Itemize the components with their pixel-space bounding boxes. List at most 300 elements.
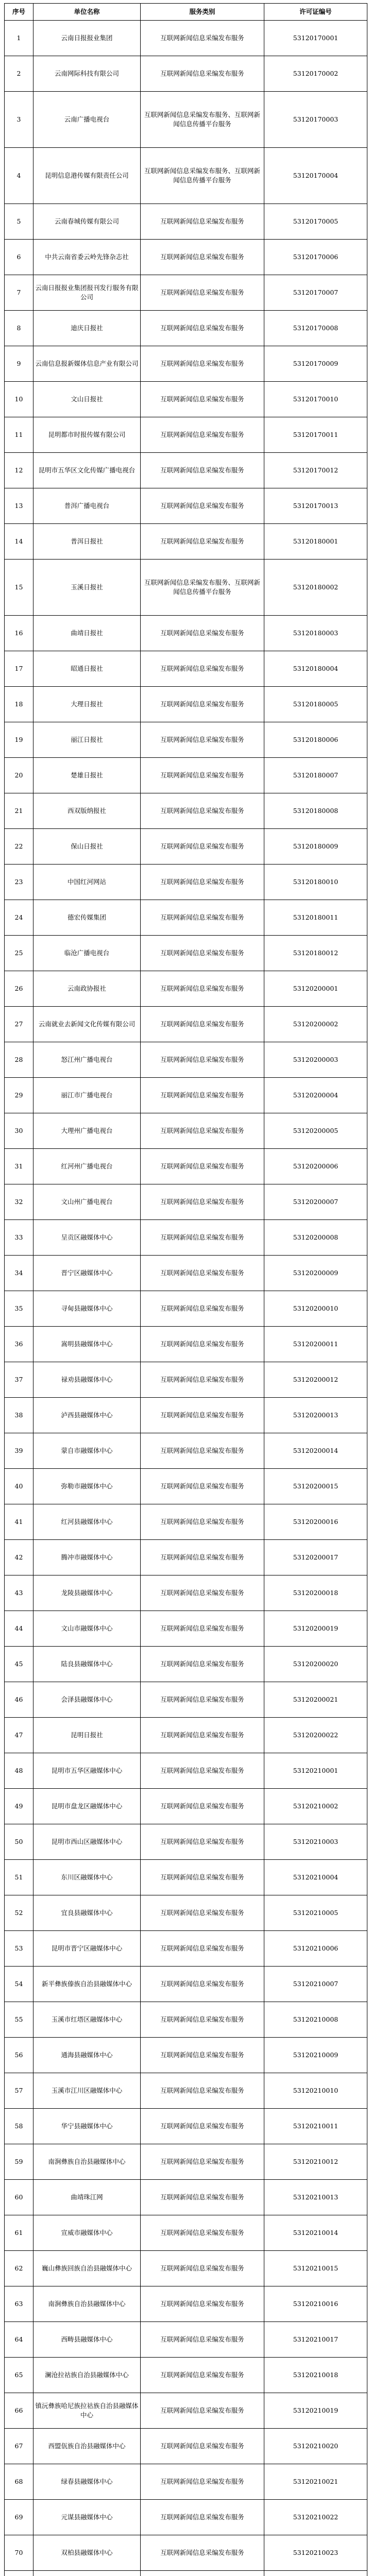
license-number: 53120210004 [264, 1860, 367, 1895]
unit-name: 文山州广播电视台 [33, 1184, 141, 1220]
row-number: 66 [5, 2393, 33, 2429]
unit-name: 弥勒市融媒体中心 [33, 1469, 141, 1504]
row-number: 68 [5, 2464, 33, 2500]
license-number: 53120200018 [264, 1575, 367, 1611]
table-row [5, 453, 367, 488]
license-number: 53120210018 [264, 2358, 367, 2393]
service-type: 互联网新闻信息采编发布服务 [141, 1682, 264, 1718]
row-number: 56 [5, 2038, 33, 2073]
row-number: 53 [5, 1931, 33, 1967]
table-row [5, 1291, 367, 1327]
table-row [5, 1149, 367, 1184]
license-number: 53120180009 [264, 829, 367, 865]
license-number: 53120210021 [264, 2464, 367, 2500]
row-number: 9 [5, 346, 33, 382]
license-number: 53120180010 [264, 865, 367, 900]
table-row [5, 865, 367, 900]
table-row [5, 2500, 367, 2535]
service-type: 互联网新闻信息采编发布服务 [141, 687, 264, 722]
row-number: 69 [5, 2500, 33, 2535]
unit-name: 丽江市广播电视台 [33, 1078, 141, 1113]
unit-name: 云南日报报业集团报刊发行服务有限公司 [33, 275, 141, 311]
table-row [5, 1398, 367, 1433]
unit-name: 文山日报社 [33, 382, 141, 417]
table-row [5, 382, 367, 417]
table-row [5, 616, 367, 651]
unit-name: 昆明市五华区融媒体中心 [33, 1753, 141, 1789]
service-type: 互联网新闻信息采编发布服务 [141, 1007, 264, 1042]
row-number: 57 [5, 2073, 33, 2109]
table-row [5, 2535, 367, 2571]
row-number: 26 [5, 971, 33, 1007]
row-number: 65 [5, 2358, 33, 2393]
service-type: 互联网新闻信息采编发布服务 [141, 417, 264, 453]
unit-name: 双柏县融媒体中心 [33, 2535, 141, 2571]
license-number: 53120200008 [264, 1220, 367, 1256]
license-number: 53120180006 [264, 722, 367, 758]
unit-name: 昆明都市时报传媒有限公司 [33, 417, 141, 453]
license-table [4, 3, 367, 2576]
license-number: 53120180012 [264, 936, 367, 971]
service-type: 互联网新闻信息采编发布服务 [141, 1042, 264, 1078]
table-row [5, 56, 367, 92]
service-type: 互联网新闻信息采编发布服务 [141, 1611, 264, 1647]
row-number: 63 [5, 2286, 33, 2322]
table-row [5, 2109, 367, 2144]
row-number: 27 [5, 1007, 33, 1042]
row-number: 60 [5, 2180, 33, 2215]
unit-name: 东川区融媒体中心 [33, 1860, 141, 1895]
unit-name: 腾冲市融媒体中心 [33, 1540, 141, 1575]
service-type: 互联网新闻信息采编发布服务 [141, 1113, 264, 1149]
unit-name: 昆明日报社 [33, 1718, 141, 1753]
table-row [5, 971, 367, 1007]
service-type: 互联网新闻信息采编发布服务 [141, 2429, 264, 2464]
unit-name: 中国红河网站 [33, 865, 141, 900]
unit-name: 晋宁区融媒体中心 [33, 1256, 141, 1291]
table-row [5, 2215, 367, 2251]
unit-name: 昆明信息港传媒有限责任公司 [33, 148, 141, 204]
service-type: 互联网新闻信息采编发布服务 [141, 2002, 264, 2038]
service-type: 互联网新闻信息采编发布服务 [141, 2073, 264, 2109]
service-type: 互联网新闻信息采编发布服务 [141, 1504, 264, 1540]
unit-name: 宜良县融媒体中心 [33, 1895, 141, 1931]
service-type: 互联网新闻信息采编发布服务 [141, 2322, 264, 2358]
unit-name: 华宁县融媒体中心 [33, 2109, 141, 2144]
unit-name: 昆明市晋宁区融媒体中心 [33, 1931, 141, 1967]
table-row [5, 1220, 367, 1256]
table-row [5, 1113, 367, 1149]
row-number: 4 [5, 148, 33, 204]
unit-name: 巍山彝族回族自治县融媒体中心 [33, 2251, 141, 2286]
table-row [5, 346, 367, 382]
table-row [5, 2251, 367, 2286]
license-number: 53120210007 [264, 1967, 367, 2002]
unit-name: 陆良县融媒体中心 [33, 1647, 141, 1682]
table-row [5, 1860, 367, 1895]
table-row [5, 936, 367, 971]
service-type: 互联网新闻信息采编发布服务 [141, 1647, 264, 1682]
table-row [5, 1469, 367, 1504]
row-number: 55 [5, 2002, 33, 2038]
service-type: 互联网新闻信息采编发布服务 [141, 2464, 264, 2500]
row-number: 62 [5, 2251, 33, 2286]
row-number: 31 [5, 1149, 33, 1184]
table-row [5, 1042, 367, 1078]
service-type: 互联网新闻信息采编发布服务 [141, 793, 264, 829]
license-number: 53120200010 [264, 1291, 367, 1327]
unit-name: 泸西县融媒体中心 [33, 1398, 141, 1433]
license-number: 53120210002 [264, 1789, 367, 1824]
license-number [264, 2571, 367, 2576]
service-type: 互联网新闻信息采编发布服务 [141, 1753, 264, 1789]
service-type: 互联网新闻信息采编发布服务 [141, 1967, 264, 2002]
service-type: 互联网新闻信息采编发布服务 [141, 1433, 264, 1469]
row-number: 20 [5, 758, 33, 793]
service-type: 互联网新闻信息采编发布服务 [141, 1362, 264, 1398]
license-number: 53120180005 [264, 687, 367, 722]
unit-name: 西盟佤族自治县融媒体中心 [33, 2429, 141, 2464]
row-number: 25 [5, 936, 33, 971]
license-number: 53120170013 [264, 488, 367, 524]
service-type: 互联网新闻信息采编发布服务 [141, 1575, 264, 1611]
row-number: 19 [5, 722, 33, 758]
table-row [5, 900, 367, 936]
unit-name: 云南就业去新闻文化传媒有限公司 [33, 1007, 141, 1042]
unit-name: 嵩明县融媒体中心 [33, 1327, 141, 1362]
unit-name: 西畴县融媒体中心 [33, 2322, 141, 2358]
table-row [5, 2286, 367, 2322]
header-service-type: 服务类别 [141, 4, 264, 21]
unit-name: 保山日报社 [33, 829, 141, 865]
license-number: 53120180002 [264, 560, 367, 616]
license-number: 53120170005 [264, 204, 367, 240]
row-number: 70 [5, 2535, 33, 2571]
table-row [5, 92, 367, 148]
unit-name: 昆明市西山区融媒体中心 [33, 1824, 141, 1860]
service-type: 互联网新闻信息采编发布服务 [141, 2535, 264, 2571]
unit-name: 西双版纳报社 [33, 793, 141, 829]
license-number: 53120210008 [264, 2002, 367, 2038]
service-type: 互联网新闻信息采编发布服务 [141, 1220, 264, 1256]
row-number: 30 [5, 1113, 33, 1149]
license-number: 53120210023 [264, 2535, 367, 2571]
row-number: 50 [5, 1824, 33, 1860]
unit-name: 德宏传媒集团 [33, 900, 141, 936]
header-no: 序号 [5, 4, 33, 21]
table-row [5, 2038, 367, 2073]
service-type: 互联网新闻信息采编发布服务、互联网新闻信息传播平台服务 [141, 560, 264, 616]
unit-name: 楚雄日报社 [33, 758, 141, 793]
license-number: 53120200012 [264, 1362, 367, 1398]
unit-name: 临沧广播电视台 [33, 936, 141, 971]
service-type: 互联网新闻信息采编发布服务 [141, 1860, 264, 1895]
license-number: 53120210012 [264, 2144, 367, 2180]
service-type: 互联网新闻信息采编发布服务 [141, 21, 264, 56]
service-type: 互联网新闻信息采编发布服务 [141, 1256, 264, 1291]
service-type: 互联网新闻信息采编发布服务 [141, 829, 264, 865]
unit-name: 昆明市五华区文化传媒广播电视台 [33, 453, 141, 488]
unit-name: 南涧彝族自治县融媒体中心 [33, 2144, 141, 2180]
unit-name: 龙陵县融媒体中心 [33, 1575, 141, 1611]
license-number: 53120200006 [264, 1149, 367, 1184]
license-number: 53120210015 [264, 2251, 367, 2286]
row-number: 15 [5, 560, 33, 616]
table-row [5, 1682, 367, 1718]
table-row [5, 2571, 367, 2576]
table-row [5, 560, 367, 616]
table-row [5, 651, 367, 687]
unit-name: 昆明市盘龙区融媒体中心 [33, 1789, 141, 1824]
service-type: 互联网新闻信息采编发布服务 [141, 204, 264, 240]
license-number: 53120210017 [264, 2322, 367, 2358]
service-type: 互联网新闻信息采编发布服务 [141, 1398, 264, 1433]
license-number: 53120210019 [264, 2393, 367, 2429]
service-type: 互联网新闻信息采编发布服务 [141, 1469, 264, 1504]
unit-name: 云南网际科技有限公司 [33, 56, 141, 92]
service-type: 互联网新闻信息采编发布服务 [141, 1895, 264, 1931]
table-row [5, 1575, 367, 1611]
row-number: 6 [5, 240, 33, 275]
row-number [5, 2571, 33, 2576]
table-row [5, 2002, 367, 2038]
license-number: 53120200014 [264, 1433, 367, 1469]
service-type: 互联网新闻信息采编发布服务 [141, 1540, 264, 1575]
service-type: 互联网新闻信息采编发布服务 [141, 2038, 264, 2073]
row-number: 13 [5, 488, 33, 524]
table-row [5, 1789, 367, 1824]
table-row [5, 148, 367, 204]
service-type: 互联网新闻信息采编发布服务 [141, 311, 264, 346]
row-number: 54 [5, 1967, 33, 2002]
service-type: 互联网新闻信息采编发布服务 [141, 936, 264, 971]
license-number: 53120200013 [264, 1398, 367, 1433]
row-number: 67 [5, 2429, 33, 2464]
service-type: 互联网新闻信息采编发布服务、互联网新闻信息传播平台服务 [141, 148, 264, 204]
unit-name: 澜沧拉祜族自治县融媒体中心 [33, 2358, 141, 2393]
license-number: 53120170006 [264, 240, 367, 275]
table-row [5, 829, 367, 865]
row-number: 29 [5, 1078, 33, 1113]
license-number: 53120210001 [264, 1753, 367, 1789]
service-type: 互联网新闻信息采编发布服务 [141, 240, 264, 275]
row-number: 11 [5, 417, 33, 453]
table-row [5, 1007, 367, 1042]
header-license-number: 许可证编号 [264, 4, 367, 21]
row-number: 61 [5, 2215, 33, 2251]
service-type: 互联网新闻信息采编发布服务 [141, 1149, 264, 1184]
row-number: 8 [5, 311, 33, 346]
license-number: 53120170009 [264, 346, 367, 382]
row-number: 2 [5, 56, 33, 92]
license-number: 53120200021 [264, 1682, 367, 1718]
service-type: 互联网新闻信息采编发布服务 [141, 616, 264, 651]
service-type: 互联网新闻信息采编发布服务、互联网新闻信息传播平台服务 [141, 92, 264, 148]
service-type: 互联网新闻信息采编发布服务 [141, 1789, 264, 1824]
table-row [5, 687, 367, 722]
table-row [5, 240, 367, 275]
service-type: 互联网新闻信息采编发布服务 [141, 865, 264, 900]
service-type: 互联网新闻信息采编发布服务 [141, 1184, 264, 1220]
service-type: 互联网新闻信息采编发布服务 [141, 382, 264, 417]
service-type: 互联网新闻信息采编发布服务 [141, 758, 264, 793]
row-number: 51 [5, 1860, 33, 1895]
table-row [5, 2144, 367, 2180]
license-number: 53120200003 [264, 1042, 367, 1078]
service-type: 互联网新闻信息采编发布服务 [141, 1327, 264, 1362]
table-row [5, 2358, 367, 2393]
service-type: 互联网新闻信息采编发布服务 [141, 524, 264, 560]
license-number: 53120170004 [264, 148, 367, 204]
row-number: 10 [5, 382, 33, 417]
service-type: 互联网新闻信息采编发布服务 [141, 2109, 264, 2144]
unit-name: 普洱日报社 [33, 524, 141, 560]
license-number: 53120200019 [264, 1611, 367, 1647]
license-number: 53120210022 [264, 2500, 367, 2535]
unit-name [33, 2571, 141, 2576]
table-row [5, 21, 367, 56]
row-number: 49 [5, 1789, 33, 1824]
unit-name: 中共云南省委云岭先锋杂志社 [33, 240, 141, 275]
unit-name: 寻甸县融媒体中心 [33, 1291, 141, 1327]
row-number: 64 [5, 2322, 33, 2358]
service-type: 互联网新闻信息采编发布服务 [141, 722, 264, 758]
license-number: 53120200007 [264, 1184, 367, 1220]
table-row [5, 2393, 367, 2429]
license-number: 53120200002 [264, 1007, 367, 1042]
table-body [5, 21, 367, 2576]
row-number: 36 [5, 1327, 33, 1362]
service-type: 互联网新闻信息采编发布服务 [141, 900, 264, 936]
row-number: 45 [5, 1647, 33, 1682]
license-number: 53120180001 [264, 524, 367, 560]
license-number: 53120170001 [264, 21, 367, 56]
license-number: 53120200016 [264, 1504, 367, 1540]
row-number: 12 [5, 453, 33, 488]
row-number: 59 [5, 2144, 33, 2180]
license-number: 53120200017 [264, 1540, 367, 1575]
unit-name: 云南日报报业集团 [33, 21, 141, 56]
license-number: 53120180008 [264, 793, 367, 829]
table-row [5, 311, 367, 346]
service-type: 互联网新闻信息采编发布服务 [141, 453, 264, 488]
table-row [5, 1078, 367, 1113]
service-type: 互联网新闻信息采编发布服务 [141, 1078, 264, 1113]
unit-name: 云南政协报社 [33, 971, 141, 1007]
table-row [5, 275, 367, 311]
license-number: 53120210013 [264, 2180, 367, 2215]
service-type: 互联网新闻信息采编发布服务 [141, 1718, 264, 1753]
table-row [5, 1611, 367, 1647]
service-type: 互联网新闻信息采编发布服务 [141, 2358, 264, 2393]
row-number: 41 [5, 1504, 33, 1540]
table-row [5, 1824, 367, 1860]
unit-name: 红河县融媒体中心 [33, 1504, 141, 1540]
row-number: 23 [5, 865, 33, 900]
row-number: 44 [5, 1611, 33, 1647]
unit-name: 镇沅彝族哈尼族拉祜族自治县融媒体中心 [33, 2393, 141, 2429]
license-number: 53120180007 [264, 758, 367, 793]
table-row [5, 417, 367, 453]
service-type: 互联网新闻信息采编发布服务 [141, 2144, 264, 2180]
unit-name: 红河州广播电视台 [33, 1149, 141, 1184]
service-type: 互联网新闻信息采编发布服务 [141, 2500, 264, 2535]
service-type: 互联网新闻信息采编发布服务 [141, 2215, 264, 2251]
unit-name: 蒙自市融媒体中心 [33, 1433, 141, 1469]
row-number: 16 [5, 616, 33, 651]
unit-name: 普洱广播电视台 [33, 488, 141, 524]
table-row [5, 2322, 367, 2358]
license-number: 53120200022 [264, 1718, 367, 1753]
table-row [5, 722, 367, 758]
service-type: 互联网新闻信息采编发布服务 [141, 2180, 264, 2215]
row-number: 38 [5, 1398, 33, 1433]
table-header-row [5, 4, 367, 21]
license-number: 53120200020 [264, 1647, 367, 1682]
row-number: 46 [5, 1682, 33, 1718]
unit-name: 昭通日报社 [33, 651, 141, 687]
row-number: 47 [5, 1718, 33, 1753]
unit-name: 曲靖日报社 [33, 616, 141, 651]
row-number: 39 [5, 1433, 33, 1469]
unit-name: 大理州广播电视台 [33, 1113, 141, 1149]
unit-name: 元谋县融媒体中心 [33, 2500, 141, 2535]
license-number: 53120170012 [264, 453, 367, 488]
license-number: 53120170011 [264, 417, 367, 453]
license-number: 53120210010 [264, 2073, 367, 2109]
table-row [5, 793, 367, 829]
license-number: 53120180011 [264, 900, 367, 936]
unit-name: 宣威市融媒体中心 [33, 2215, 141, 2251]
license-number: 53120180003 [264, 616, 367, 651]
table-row [5, 2429, 367, 2464]
row-number: 21 [5, 793, 33, 829]
service-type: 互联网新闻信息采编发布服务 [141, 346, 264, 382]
license-number: 53120200009 [264, 1256, 367, 1291]
row-number: 24 [5, 900, 33, 936]
unit-name: 通海县融媒体中心 [33, 2038, 141, 2073]
license-number: 53120200001 [264, 971, 367, 1007]
table-row [5, 2180, 367, 2215]
service-type: 互联网新闻信息采编发布服务 [141, 2251, 264, 2286]
unit-name: 云南春城传媒有限公司 [33, 204, 141, 240]
license-number: 53120210009 [264, 2038, 367, 2073]
table-row [5, 2073, 367, 2109]
row-number: 18 [5, 687, 33, 722]
service-type [141, 2571, 264, 2576]
unit-name: 迪庆日报社 [33, 311, 141, 346]
unit-name: 玉溪市红塔区融媒体中心 [33, 2002, 141, 2038]
license-number: 53120170008 [264, 311, 367, 346]
row-number: 7 [5, 275, 33, 311]
row-number: 43 [5, 1575, 33, 1611]
unit-name: 云南广播电视台 [33, 92, 141, 148]
table-row [5, 758, 367, 793]
license-number: 53120170010 [264, 382, 367, 417]
table-row [5, 1967, 367, 2002]
service-type: 互联网新闻信息采编发布服务 [141, 488, 264, 524]
table-row [5, 488, 367, 524]
header-unit-name: 单位名称 [33, 4, 141, 21]
service-type: 互联网新闻信息采编发布服务 [141, 275, 264, 311]
unit-name: 会泽县融媒体中心 [33, 1682, 141, 1718]
license-number: 53120210003 [264, 1824, 367, 1860]
table-row [5, 1540, 367, 1575]
table-row [5, 1504, 367, 1540]
table-row [5, 204, 367, 240]
unit-name: 玉溪市江川区融媒体中心 [33, 2073, 141, 2109]
row-number: 5 [5, 204, 33, 240]
